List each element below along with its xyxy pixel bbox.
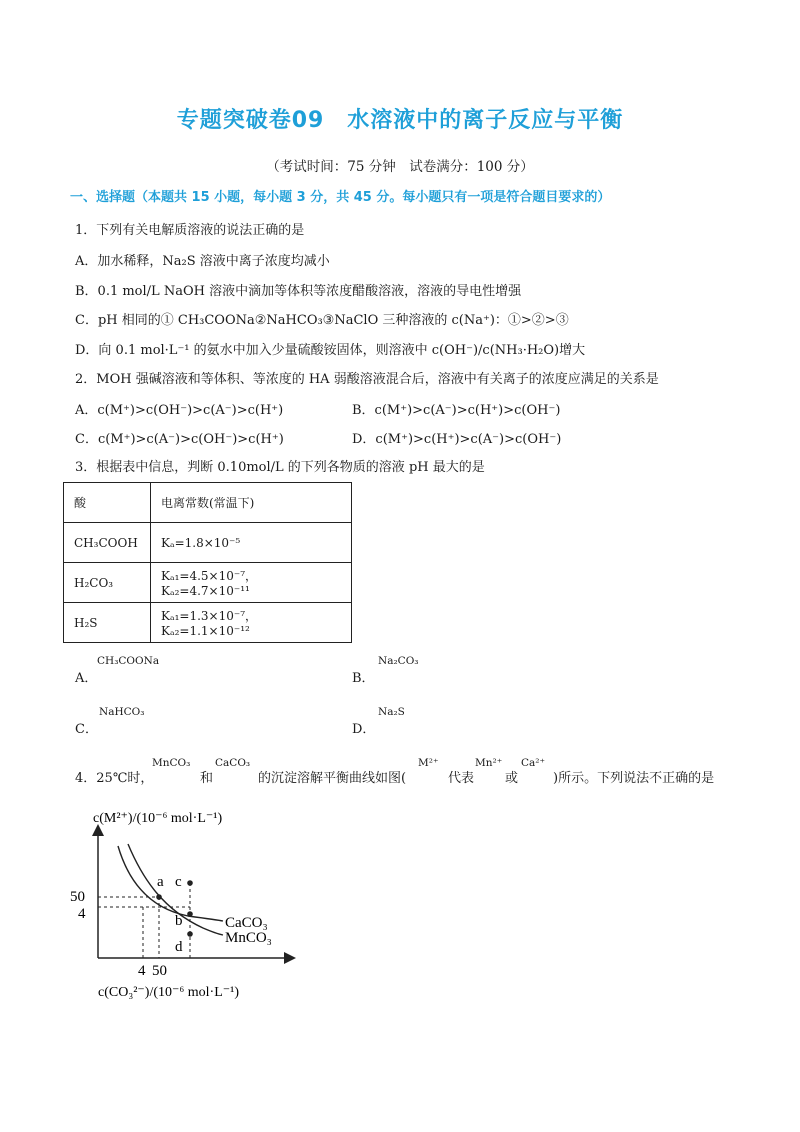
q4-or: 或	[505, 771, 519, 786]
q2-option-a[interactable]: A．c(M⁺)>c(OH⁻)>c(A⁻)>c(H⁺)	[75, 403, 284, 418]
q3-option-a[interactable]: CH₃COONa	[97, 655, 160, 667]
q4-stem-end: )所示。下列说法不正确的是	[553, 771, 715, 786]
q4-m-ion: M²⁺	[418, 757, 439, 769]
point-label: c	[175, 874, 182, 890]
section-heading: 一、选择题（本题共 15 小题，每小题 3 分，共 45 分。每小题只有一项是符合题目要求的）	[70, 190, 611, 205]
q2-stem: 2．MOH 强碱溶液和等体积、等浓度的 HA 弱酸溶液混合后，溶液中有关离子的浓度应满足的关系是	[75, 372, 659, 387]
q3-stem: 3．根据表中信息，判断 0.10mol/L 的下列各物质的溶液 pH 最大的是	[75, 460, 485, 475]
q1-option-c[interactable]: C．pH 相同的① CH₃COONa②NaHCO₃③NaClO 三种溶液的 c(Na⁺)：①>②>③	[75, 313, 569, 328]
q1-stem: 1．下列有关电解质溶液的说法正确的是	[75, 223, 305, 238]
q3-option-a-label: A．	[75, 671, 98, 686]
table-cell: H₂CO₃	[64, 563, 151, 603]
page-title: 专题突破卷09 水溶液中的离子反应与平衡	[176, 108, 624, 133]
table-row	[64, 523, 352, 563]
q3-option-c-label: C．	[75, 722, 98, 737]
q4-stem-mid: 的沉淀溶解平衡曲线如图(	[258, 771, 407, 786]
point-c	[187, 880, 193, 886]
q2-option-b[interactable]: B．c(M⁺)>c(A⁻)>c(H⁺)>c(OH⁻)	[352, 403, 561, 418]
table-cell: Kₐ=1.8×10⁻⁵	[151, 523, 352, 563]
table-row	[64, 603, 352, 643]
q1-option-b[interactable]: B．0.1 mol/L NaOH 溶液中滴加等体积等浓度醋酸溶液，溶液的导电性增强	[75, 284, 522, 299]
table-cell: H₂S	[64, 603, 151, 643]
point-label: a	[157, 874, 164, 890]
series-label: CaCO₃	[225, 915, 268, 931]
q2-option-d[interactable]: D．c(M⁺)>c(H⁺)>c(A⁻)>c(OH⁻)	[352, 432, 562, 447]
point-d	[187, 931, 193, 937]
table-cell: CH₃COOH	[64, 523, 151, 563]
q4-species-2: CaCO₃	[215, 757, 251, 769]
q4-and: 和	[200, 771, 214, 786]
q2-option-c[interactable]: C．c(M⁺)>c(A⁻)>c(OH⁻)>c(H⁺)	[75, 432, 284, 447]
solubility-chart	[68, 800, 308, 1005]
q3-option-b-label: B．	[352, 671, 375, 686]
q3-option-c[interactable]: NaHCO₃	[99, 706, 145, 718]
x-tick-label: 50	[152, 963, 167, 979]
point-b	[187, 911, 193, 917]
q3-option-d[interactable]: Na₂S	[378, 706, 405, 718]
point-label: b	[175, 913, 183, 929]
point-a	[156, 894, 162, 900]
q1-option-a[interactable]: A．加水稀释，Na₂S 溶液中离子浓度均减小	[75, 254, 330, 269]
table-header-row	[64, 483, 352, 523]
exam-info: （考试时间：75 分钟 试卷满分：100 分）	[266, 159, 534, 175]
q1-option-d[interactable]: D．向 0.1 mol·L⁻¹ 的氨水中加入少量硫酸铵固体，则溶液中 c(OH⁻)/c(NH₃·H₂O)增大	[75, 343, 586, 358]
q4-represents: 代表	[448, 771, 475, 786]
q4-stem-start: 4．25℃时，	[75, 771, 154, 786]
series-label: MnCO₃	[225, 930, 272, 946]
table-row	[64, 563, 352, 603]
ionization-constant-table	[63, 482, 352, 643]
q3-option-d-label: D．	[352, 722, 376, 737]
q4-species-1: MnCO₃	[152, 757, 191, 769]
table-cell: Kₐ₁=4.5×10⁻⁷，Kₐ₂=4.7×10⁻¹¹	[151, 563, 352, 603]
x-axis-label: c(CO₃²⁻)/(10⁻⁶ mol·L⁻¹)	[98, 985, 240, 1000]
q4-ca-ion: Ca²⁺	[521, 757, 546, 769]
y-tick-label: 50	[70, 889, 85, 905]
table-cell: Kₐ₁=1.3×10⁻⁷，Kₐ₂=1.1×10⁻¹²	[151, 603, 352, 643]
q3-option-b[interactable]: Na₂CO₃	[378, 655, 419, 667]
y-axis-label: c(M²⁺)/(10⁻⁶ mol·L⁻¹)	[93, 811, 223, 826]
table-header-cell: 电离常数(常温下)	[151, 483, 352, 523]
table-header-cell: 酸	[64, 483, 151, 523]
x-tick-label: 4	[138, 963, 146, 979]
y-tick-label: 4	[78, 906, 86, 922]
point-label: d	[175, 939, 183, 955]
q4-mn-ion: Mn²⁺	[475, 757, 503, 769]
